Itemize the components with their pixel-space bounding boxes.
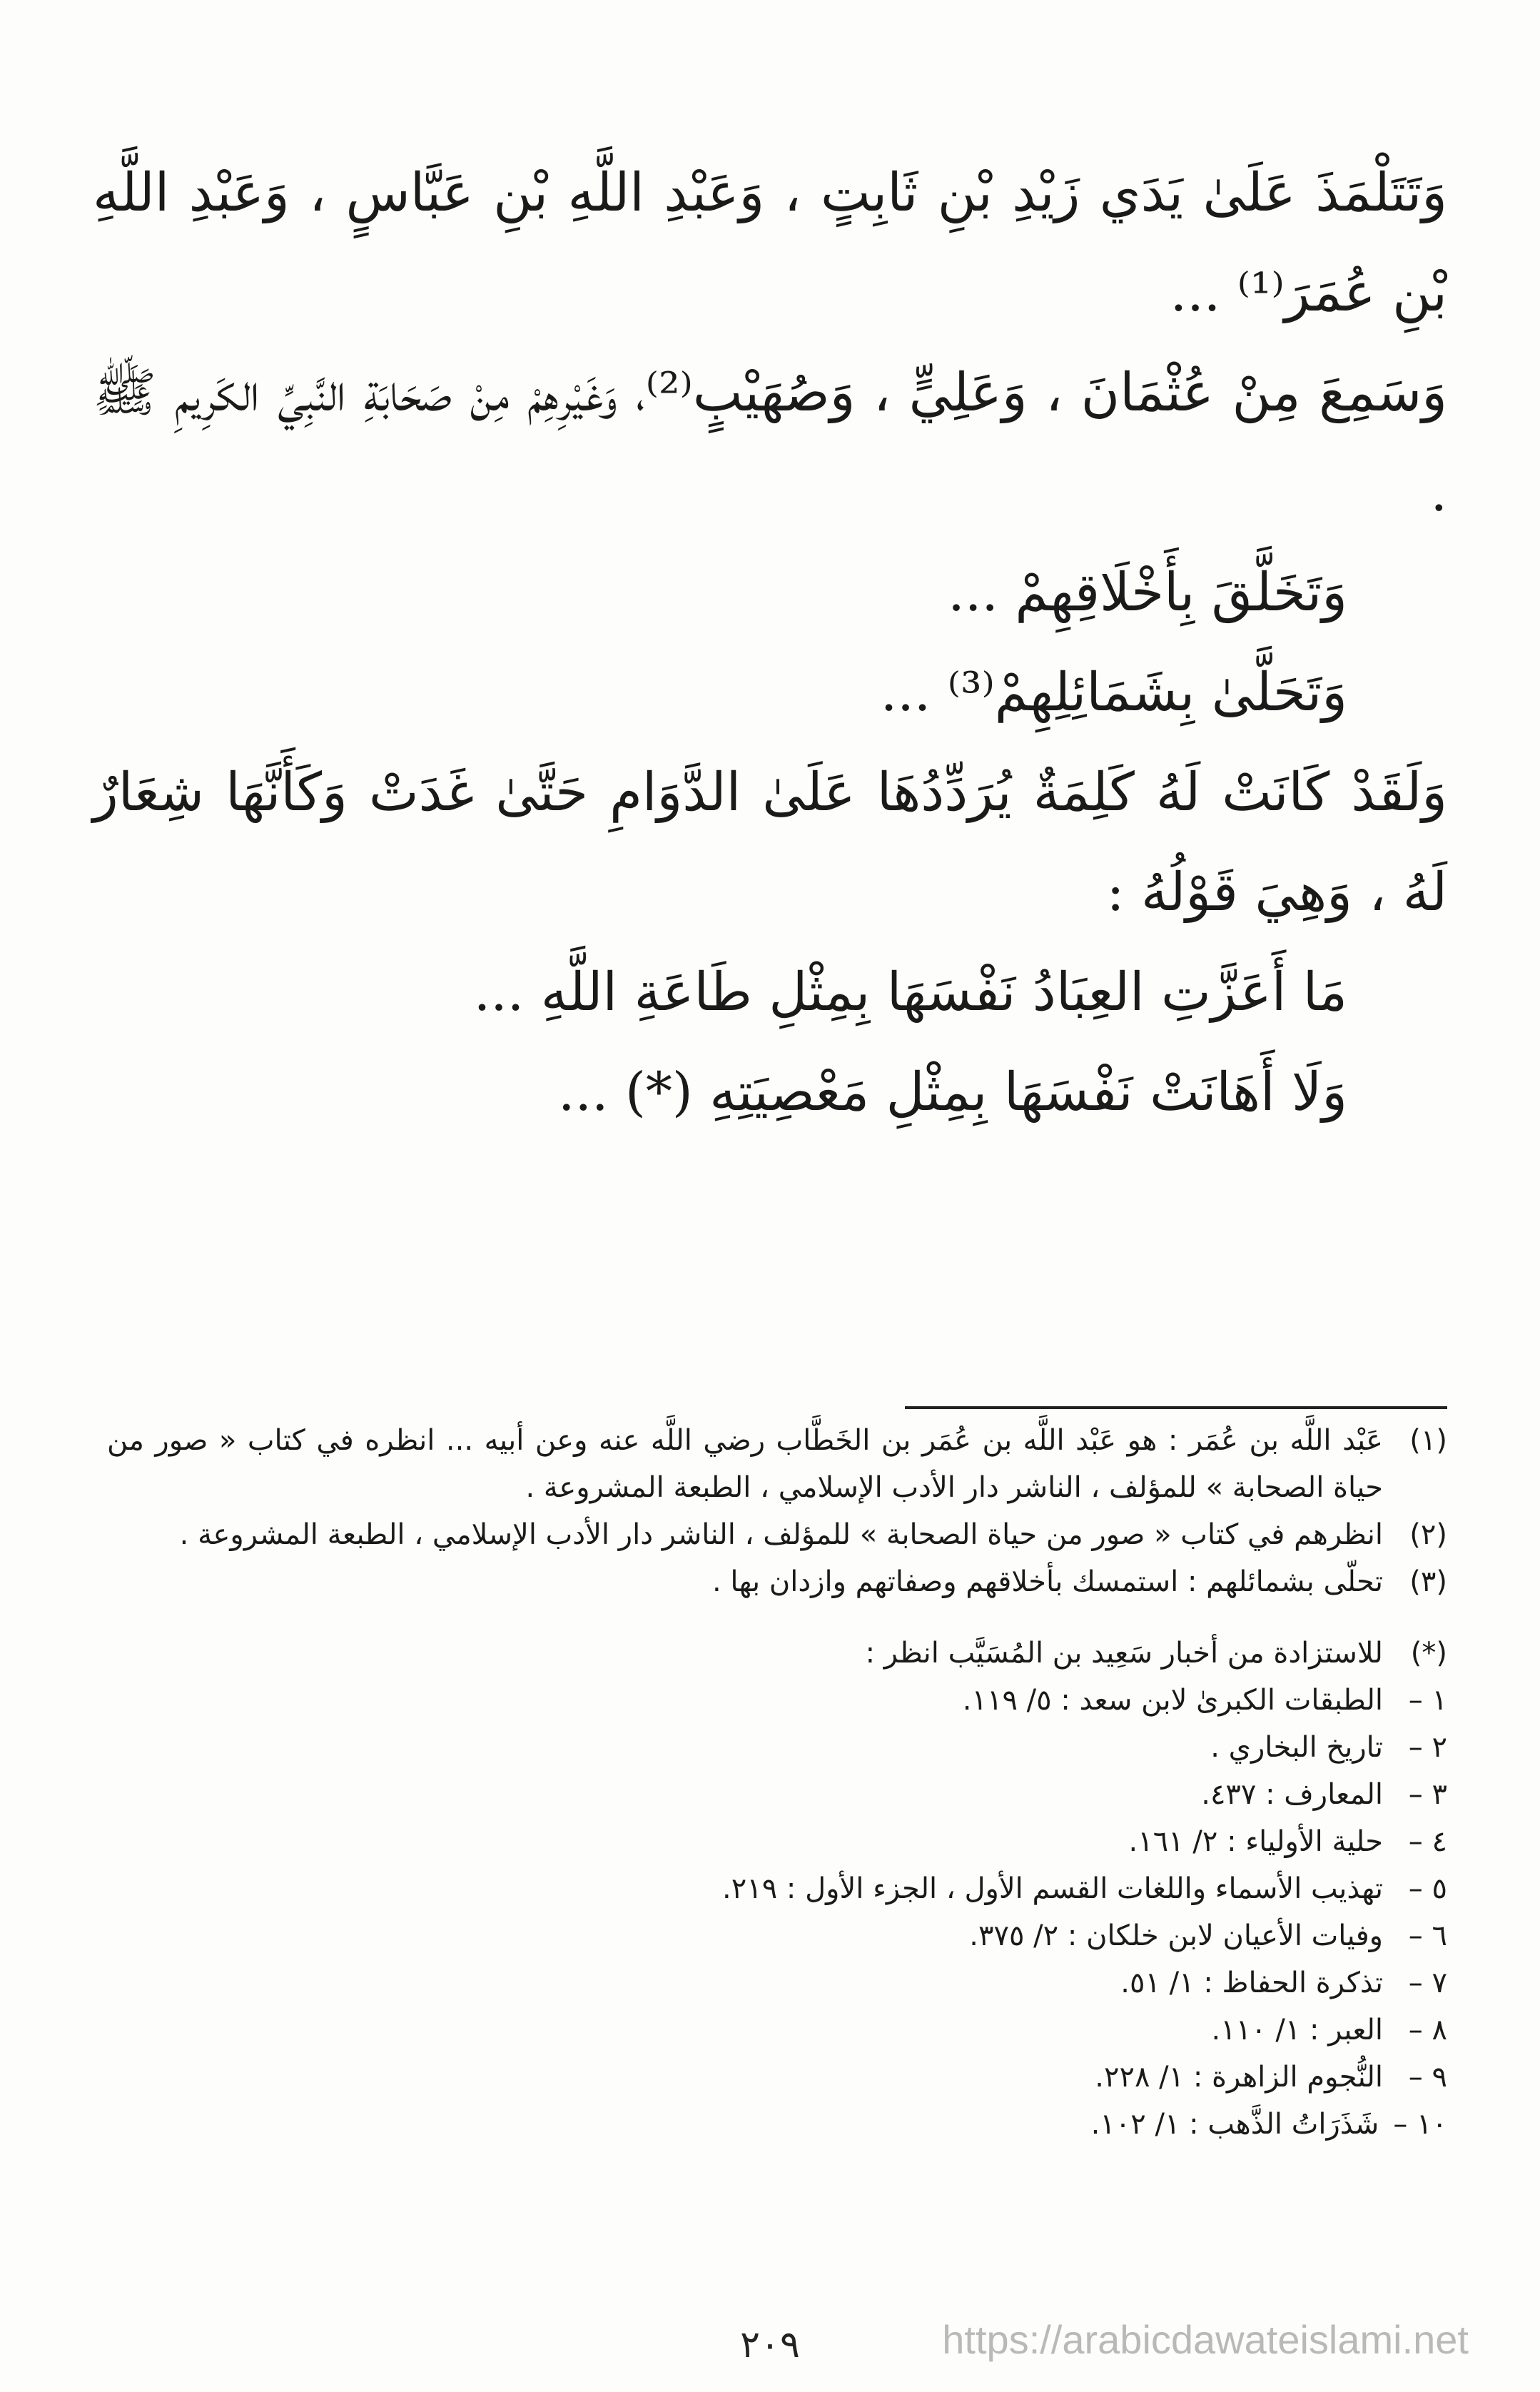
- reference-number: ١ –: [1408, 1684, 1447, 1717]
- footnote-text: عَبْد اللَّه بن عُمَر : هو عَبْد اللَّه بن عُمَر بن الخَطَّاب رضي اللَّه عنه وعن أبيه ... انظره في كتاب « صور من حياة الصحابة » للمؤلف ، الناشر دار الأدب الإسلامي ، الطبعة المشروعة .: [107, 1424, 1383, 1504]
- reference-item: [107, 1818, 1447, 1865]
- main-text: [93, 143, 1447, 1142]
- reference-text: المعارف : ٤٣٧.: [1201, 1778, 1383, 1811]
- reference-number: ٧ –: [1408, 1967, 1447, 1999]
- reference-item: [107, 2007, 1447, 2054]
- watermark-url: https://arabicdawateislami.net: [942, 2317, 1469, 2362]
- reference-item: [107, 1771, 1447, 1818]
- reference-item: [107, 1865, 1447, 1912]
- reference-item: [107, 2101, 1447, 2148]
- footnote: [107, 1558, 1447, 1605]
- paragraph-2: وَسَمِعَ مِنْ عُثْمَانَ ، وَعَلِيٍّ ، وَصُهَيْبٍ⁽²⁾، وَغَيْرِهِمْ مِنْ صَحَابَةِ النَّبِيِّ الكَرِيمِ ﷺ .: [93, 362, 1447, 523]
- reference-item: [107, 1959, 1447, 2007]
- quote-line-2: وَلَا أَهَانَتْ نَفْسَهَا بِمِثْلِ مَعْصِيَتِهِ (*) ...: [557, 1061, 1347, 1123]
- reference-text: تاريخ البخاري .: [1210, 1731, 1383, 1764]
- reference-text: شَذَرَاتُ الذَّهب : ١/ ١٠٢.: [1090, 2108, 1379, 2141]
- quote-line-1: مَا أَعَزَّتِ العِبَادُ نَفْسَهَا بِمِثْلِ طَاعَةِ اللَّهِ ...: [473, 962, 1347, 1023]
- footnote-number: (٣): [1409, 1565, 1447, 1598]
- footnote: [107, 1417, 1447, 1511]
- footnote-number: (١): [1409, 1424, 1447, 1457]
- reference-number: ٢ –: [1408, 1731, 1447, 1764]
- reference-text: العبر : ١/ ١١٠.: [1211, 2014, 1383, 2047]
- reference-number: ٥ –: [1408, 1872, 1447, 1905]
- paragraph-5: وَلَقَدْ كَانَتْ لَهُ كَلِمَةٌ يُرَدِّدُهَا عَلَىٰ الدَّوَامِ حَتَّىٰ غَدَتْ وَكَأَنَّهَا شِعَارٌ لَهُ ، وَهِيَ قَوْلُهُ :: [93, 762, 1447, 923]
- reference-intro-text: للاستزادة من أخبار سَعِيد بن المُسَيَّب انظر :: [865, 1637, 1383, 1670]
- footnote-divider: [905, 1406, 1447, 1409]
- reference-number: ٨ –: [1408, 2014, 1447, 2047]
- paragraph-3: وَتَخَلَّقَ بِأَخْلَاقِهِمْ ...: [948, 562, 1347, 623]
- reference-number: ٦ –: [1408, 1919, 1447, 1952]
- reference-text: حلية الأولياء : ٢/ ١٦١.: [1128, 1825, 1383, 1858]
- reference-list: [107, 1630, 1447, 2148]
- reference-intro: [107, 1630, 1447, 1677]
- paragraph-1: وَتَتَلْمَذَ عَلَىٰ يَدَي زَيْدِ بْنِ ثَابِتٍ ، وَعَبْدِ اللَّهِ بْنِ عَبَّاسٍ ، وَعَبْدِ اللَّهِ بْنِ عُمَرَ⁽¹⁾ ...: [93, 162, 1447, 323]
- reference-item: [107, 1724, 1447, 1771]
- footnote-number: (٢): [1409, 1518, 1447, 1551]
- reference-text: تهذيب الأسماء واللغات القسم الأول ، الجزء الأول : ٢١٩.: [722, 1872, 1383, 1905]
- reference-number: ١٠ –: [1393, 2108, 1447, 2141]
- footnotes: [107, 1417, 1447, 2148]
- reference-number: ٩ –: [1408, 2061, 1447, 2094]
- footnote: [107, 1511, 1447, 1558]
- footnote-text: تحلّى بشمائلهم : استمسك بأخلاقهم وصفاتهم وازدان بها .: [711, 1565, 1383, 1598]
- reference-number: ٤ –: [1408, 1825, 1447, 1858]
- reference-number: ٣ –: [1408, 1778, 1447, 1811]
- reference-text: النُّجوم الزاهرة : ١/ ٢٢٨.: [1095, 2061, 1383, 2094]
- paragraph-4: وَتَحَلَّىٰ بِشَمَائِلِهِمْ⁽³⁾ ...: [880, 662, 1347, 723]
- reference-item: [107, 2054, 1447, 2101]
- reference-text: تذكرة الحفاظ : ١/ ٥١.: [1120, 1967, 1383, 1999]
- page-number: ٢٠٩: [740, 2323, 800, 2366]
- reference-item: [107, 1677, 1447, 1724]
- reference-item: [107, 1912, 1447, 1959]
- reference-text: الطبقات الكبرىٰ لابن سعد : ٥/ ١١٩.: [962, 1684, 1383, 1717]
- reference-text: وفيات الأعيان لابن خلكان : ٢/ ٣٧٥.: [969, 1919, 1383, 1952]
- reference-marker: (*): [1410, 1637, 1447, 1670]
- footnote-text: انظرهم في كتاب « صور من حياة الصحابة » للمؤلف ، الناشر دار الأدب الإسلامي ، الطبعة المشروعة .: [179, 1518, 1383, 1551]
